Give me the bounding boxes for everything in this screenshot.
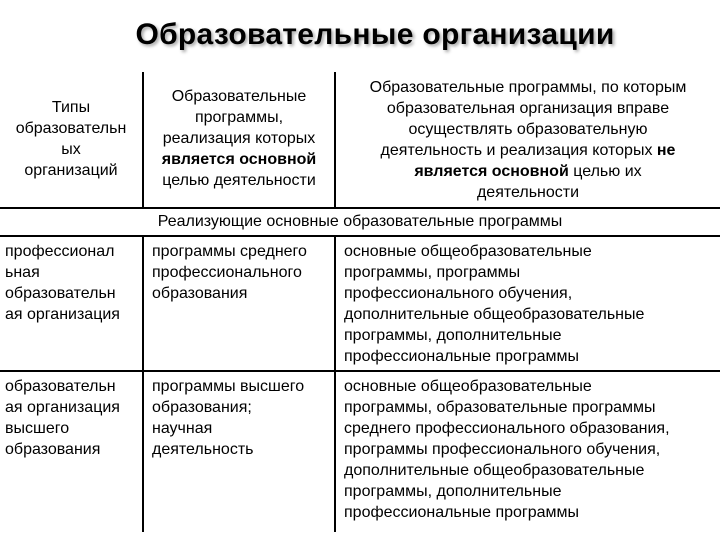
- column-divider-1: [142, 237, 144, 532]
- row-2-organization-type: образовательн ая организация высшего образования: [5, 378, 120, 458]
- section-label: Реализующие основные образовательные программы: [157, 213, 563, 230]
- header-types-of-organizations: Типы образовательн ых организаций: [15, 99, 127, 179]
- header-main-programs: Образовательные программы, реализация которых является основной целью деятельности: [161, 88, 317, 189]
- row-2-main-programs: программы высшего образования; научная деятельность: [152, 378, 305, 458]
- header-other-programs: Образовательные программы, по которым образовательная организация вправе осуществлять образовательную деятельность и реализация которых не является основной целью их деятельности: [369, 79, 687, 201]
- row-1-other-programs: основные общеобразовательные программы, программы профессионального обучения, дополнительные общеобразовательные программы, дополнительные профессиональные программы: [344, 243, 645, 365]
- column-divider-2: [334, 237, 336, 532]
- row-2-other-programs: основные общеобразовательные программы, образовательные программы среднего профессионального образования, программы профессионального обучения, дополнительные общеобразовательные программы, дополнительные профессиональные программы: [344, 378, 670, 521]
- row-separator: [0, 370, 720, 372]
- row-1-main-programs: программы среднего профессионального образования: [152, 243, 307, 302]
- page-title: Образовательные организации: [135, 18, 615, 51]
- section-bottom-border: [0, 235, 720, 237]
- header-bottom-border: [0, 207, 720, 209]
- row-1-organization-type: профессионал ьная образовательн ая организация: [5, 243, 120, 323]
